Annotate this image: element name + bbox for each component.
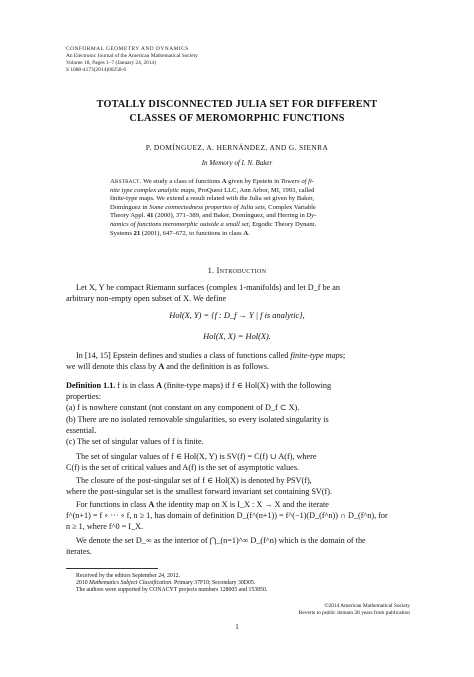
- paragraph-2: [66, 350, 410, 372]
- abstract-text: , Complex Variable: [264, 203, 316, 211]
- paragraph-5: [66, 499, 410, 533]
- journal-header: [66, 46, 198, 74]
- definition-item-a: (a) f is nowhere constant (not constant on any component of D_f ⊂ X).: [66, 403, 300, 413]
- footnote-rule: [66, 568, 158, 569]
- abstract-text: .: [248, 229, 250, 237]
- journal-issn: S 1088-4173(2014)00258-6: [66, 66, 127, 73]
- paragraph-line: and the definition is as follows.: [164, 362, 270, 372]
- paragraph-3: [66, 451, 410, 473]
- abstract-text: Domínguez in: [110, 203, 150, 211]
- footnote-msc: Mathematics Subject Classification.: [89, 580, 173, 587]
- abstract-text: given by Epstein in: [226, 178, 281, 185]
- class-symbol: A: [148, 500, 155, 509]
- abstract-text: Towers of fi-: [280, 178, 315, 185]
- paragraph-line: The closure of the post-singular set of f ∈ Hol(X) is denoted by PSV(f),: [76, 476, 312, 485]
- emphasis: finite-type maps: [290, 351, 343, 360]
- footnote-msc: 2010: [76, 580, 90, 587]
- abstract-text: We study a class of functions: [143, 178, 222, 185]
- paragraph-6: [66, 535, 410, 557]
- title-line-1: TOTALLY DISCONNECTED JULIA SET FOR DIFFERENT: [96, 99, 378, 110]
- paragraph-line: iterates.: [66, 547, 92, 557]
- abstract-text: Theory Appl.: [110, 212, 147, 220]
- class-symbol: A: [158, 362, 165, 372]
- definition-1-1: [66, 380, 410, 447]
- footnote-received: Received by the editors September 24, 2012.: [76, 573, 180, 579]
- copyright-notice: [299, 603, 410, 616]
- abstract-text: 21: [133, 229, 141, 237]
- paragraph-line: C(f) is the set of critical values and A(f) is the set of asymptotic values.: [66, 463, 300, 473]
- definition-label: Definition 1.1.: [66, 381, 116, 390]
- equation-2: Hol(X, X) = Hol(X).: [203, 332, 271, 341]
- dedication: In Memory of I. N. Baker: [201, 159, 273, 167]
- abstract-text: Systems: [110, 229, 134, 237]
- paragraph-line: We denote the set D_∞ as the interior of ⋂_(n=1)^∞ D_(f^n) which is the domain of the: [76, 536, 366, 545]
- class-symbol: A: [156, 381, 162, 390]
- abstract-text: , Ergodic Theory Dynam.: [248, 220, 317, 228]
- page-number: 1: [235, 623, 239, 631]
- journal-volume: Volume 18, Pages 1–7 (January 24, 2014): [66, 59, 157, 66]
- abstract-text: namics of functions meromorphic outside a small set: [110, 220, 249, 228]
- abstract-text: finite-type maps. We extend a result related with the Julia set given by Baker,: [110, 195, 314, 203]
- abstract: [110, 178, 372, 238]
- abstract-text: A: [243, 229, 249, 237]
- paragraph-line: n ≥ 1, where f^0 = I_X.: [66, 522, 144, 532]
- paragraph-line: Let X, Y be compact Riemann surfaces (complex 1-manifolds) and let D_f be an: [76, 283, 341, 292]
- paragraph-line: f^(n+1) = f ∘ ··· ∘ f, n ≥ 1, has domain of definition D_(f^(n+1)) = f^(−1)(D_(f^n)) ∩ D_(f^n), for: [66, 511, 388, 521]
- paragraph-line: For functions in class: [76, 500, 149, 509]
- paragraph-1: [66, 282, 410, 304]
- abstract-text: nite type complex analytic maps: [110, 186, 195, 194]
- paper-title: [0, 98, 474, 126]
- paragraph-line: the identity map on X is I_X : X → X and the iterate: [154, 500, 329, 509]
- journal-subtitle: An Electronic Journal of the American Mathematical Society: [66, 52, 198, 59]
- abstract-text: , ProQuest LLC, Ann Arbor, MI, 1993, called: [194, 186, 315, 194]
- abstract-text: A: [221, 178, 227, 185]
- title-line-2: CLASSES OF MEROMORPHIC FUNCTIONS: [129, 113, 345, 124]
- authors: P. DOMÍNGUEZ, A. HERNÁNDEZ, AND G. SIENRA: [145, 143, 329, 152]
- paragraph-line: we will denote this class by: [66, 362, 159, 372]
- paragraph-line: The set of singular values of f ∈ Hol(X, Y) is SV(f) = C(f) ∪ A(f), where: [76, 452, 317, 461]
- definition-item-b: essential.: [66, 425, 97, 435]
- copyright-line: Reverts to public domain 28 years from publication: [298, 609, 410, 616]
- abstract-text: (2000), 371–389, and Baker, Domínguez, and Herring in: [153, 212, 307, 220]
- equation-1: Hol(X, Y) = {f : D_f → Y | f is analytic},: [169, 311, 305, 320]
- abstract-text: (2001), 647–672, to functions in class: [140, 229, 244, 237]
- journal-name: CONFORMAL GEOMETRY AND DYNAMICS: [66, 46, 189, 52]
- abstract-heading: Abstract.: [110, 178, 142, 185]
- section-heading: 1. Introduction: [207, 266, 267, 275]
- abstract-text: Dy-: [306, 212, 317, 220]
- definition-text: properties:: [66, 392, 102, 402]
- paragraph-line: arbitrary non-empty open subset of X. We define: [66, 294, 227, 304]
- paragraph-4: [66, 475, 410, 497]
- footnote-support: The authors were supported by CONACYT projects numbers 128005 and 153850.: [76, 587, 268, 594]
- copyright-line: ©2014 American Mathematical Society: [324, 603, 410, 609]
- definition-item-c: (c) The set of singular values of f is finite.: [66, 437, 204, 447]
- abstract-text: 41: [146, 212, 154, 220]
- footnote-msc: Primary 37F10; Secondary 30D05.: [172, 580, 256, 587]
- definition-item-b: (b) There are no isolated removable singularities, so every isolated singularity is: [66, 414, 329, 424]
- abstract-text: Some connectedness properties of Julia sets: [149, 203, 265, 211]
- paragraph-line: where the post-singular set is the smallest forward invariant set containing SV(f).: [66, 487, 333, 497]
- definition-text: f is in class: [115, 381, 157, 390]
- paragraph-line: ;: [342, 351, 346, 360]
- paragraph-line: In [14, 15] Epstein defines and studies a class of functions called: [76, 351, 291, 360]
- definition-text: (finite-type maps) if f ∈ Hol(X) with the following: [162, 381, 332, 390]
- footnotes: [66, 573, 410, 595]
